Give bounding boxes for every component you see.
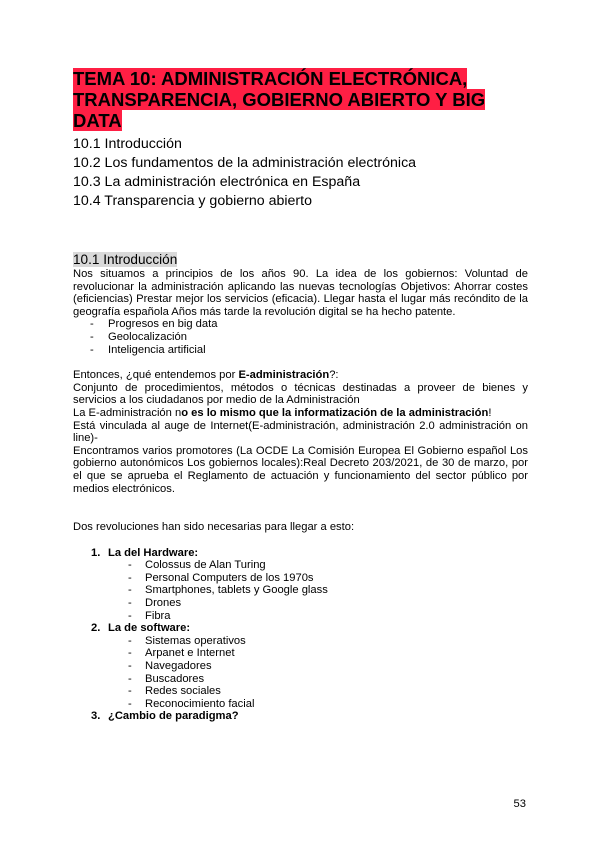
chapter-title xyxy=(73,68,528,131)
item-number: 1. xyxy=(91,546,101,559)
list-item: - Navegadores xyxy=(128,660,528,673)
revolution-title: La de software: xyxy=(108,622,191,635)
section-heading xyxy=(73,251,528,268)
toc-item: 10.3 La administración electrónica en España xyxy=(73,174,361,190)
list-item: - Fibra xyxy=(128,610,528,623)
toc-item: 10.4 Transparencia y gobierno abierto xyxy=(73,193,312,209)
title-line-1: TEMA 10: ADMINISTRACIÓN ELECTRÓNICA, xyxy=(73,68,468,89)
question-line xyxy=(73,369,528,382)
list-item: - Inteligencia artificial xyxy=(90,344,528,357)
revolution-item xyxy=(91,546,528,623)
intro-paragraph: Nos situamos a principios de los años 90. La idea de los gobiernos: Voluntad de revolucionar la administración aplicando las nuevas tecnologías Objetivos: Ahorrar costes (eficiencias) Prestar mejor los servicios (eficacia). Llegar hasta el lugar más recóndito de la geografía española Años más tarde la revolución digital se ha hecho patente. xyxy=(73,268,528,318)
question-suffix: ?: xyxy=(329,369,339,382)
revolution-sublist xyxy=(108,635,528,711)
not-same-line xyxy=(73,407,528,420)
item-number: 3. xyxy=(91,710,101,723)
revolutions-list xyxy=(73,547,528,723)
promoters-paragraph: Encontramos varios promotores (La OCDE La Comisión Europea El Gobierno español Los gobierno autonómicos Los gobiernos locales):Real Decreto 203/2021, de 30 de marzo, por el que se aprueba el Reglamento de actuación y funcionamiento del sector público por medios electrónicos. xyxy=(73,444,528,495)
list-item: - Smartphones, tablets y Google glass xyxy=(128,584,528,597)
revolution-title: ¿Cambio de paradigma? xyxy=(108,710,239,723)
list-item: - Drones xyxy=(128,597,528,610)
revolution-item xyxy=(91,622,528,710)
list-item: - Personal Computers de los 1970s xyxy=(128,572,528,585)
linked-paragraph: Está vinculada al auge de Internet(E-administración, administración 2.0 administración on line)- xyxy=(73,419,528,445)
document-page xyxy=(73,68,528,723)
list-item: - Colossus de Alan Turing xyxy=(128,559,528,572)
toc-item: 10.2 Los fundamentos de la administración electrónica xyxy=(73,155,417,171)
title-line-2: TRANSPARENCIA, GOBIERNO ABIERTO Y BIG xyxy=(73,89,486,110)
intro-bullet-list xyxy=(73,318,528,356)
title-line-3: DATA xyxy=(73,110,122,131)
item-number: 2. xyxy=(91,622,101,635)
page-number: 53 xyxy=(513,798,526,810)
section-heading-text: 10.1 Introducción xyxy=(73,252,178,267)
not-suffix: ! xyxy=(488,406,492,419)
definition-paragraph: Conjunto de procedimientos, métodos o técnicas destinadas a proveer de bienes y servicios a los ciudadanos por medio de la Administración xyxy=(73,381,528,407)
list-item: - Progresos en big data xyxy=(90,318,528,331)
table-of-contents xyxy=(73,135,528,211)
question-prefix: Entonces, ¿qué entendemos por xyxy=(73,369,239,382)
list-item: - Reconocimiento facial xyxy=(128,698,528,711)
list-item: - Arpanet e Internet xyxy=(128,647,528,660)
toc-item: 10.1 Introducción xyxy=(73,136,182,152)
list-item: - Buscadores xyxy=(128,673,528,686)
question-bold: E-administración xyxy=(238,369,330,382)
revolution-sublist xyxy=(108,559,528,622)
not-bold: o es lo mismo que la informatización de la administración xyxy=(181,406,489,419)
not-prefix: La E-administración n xyxy=(73,406,182,419)
revolution-item xyxy=(91,710,528,723)
list-item: - Sistemas operativos xyxy=(128,635,528,648)
revolutions-intro: Dos revoluciones han sido necesarias para llegar a esto: xyxy=(73,521,355,534)
revolution-title: La del Hardware: xyxy=(108,546,199,559)
list-item: - Redes sociales xyxy=(128,685,528,698)
list-item: - Geolocalización xyxy=(90,331,528,344)
